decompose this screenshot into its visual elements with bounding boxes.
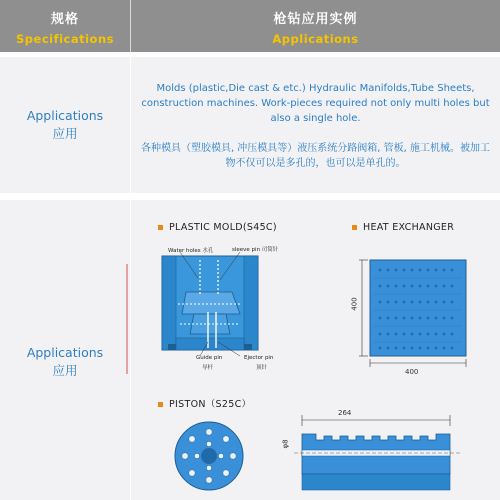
plastic-mold-title bbox=[158, 222, 277, 233]
piston-title-text: PISTON（S25C） bbox=[169, 399, 252, 410]
piston-face-drawing bbox=[170, 414, 248, 492]
header-right-en: Applications bbox=[272, 32, 359, 46]
ejector-pin-label: Ejector pin bbox=[244, 355, 274, 361]
heat-exchanger-drawing bbox=[356, 256, 472, 368]
applications-description-en: Molds (plastic,Die cast & etc.) Hydraulic Manifolds,Tube Sheets, construction machines. Work-pieces required not only multi holes but also a single hole. bbox=[141, 83, 490, 124]
heat-exchanger-width-dim: 400 bbox=[405, 368, 419, 376]
bullet-icon bbox=[158, 402, 163, 407]
row-divider bbox=[130, 200, 131, 500]
header-specifications bbox=[0, 0, 130, 52]
piston-diameter-dim: φ8 bbox=[281, 439, 290, 449]
applications-description-cn: 各种模具（塑胶模具, 冲压模具等）液压系统分路阀箱, 管板, 施工机械。被加工物不仅可以是多孔的，也可以是单孔的。 bbox=[140, 143, 491, 169]
row-label-en: Applications bbox=[26, 345, 104, 360]
row-content bbox=[131, 57, 500, 193]
heat-exchanger-title-text: HEAT EXCHANGER bbox=[363, 222, 455, 233]
row-label-cn: 应用 bbox=[52, 363, 78, 378]
piston-section-drawing bbox=[294, 412, 460, 498]
bullet-icon bbox=[352, 225, 357, 230]
header-left-cn: 规格 bbox=[50, 12, 79, 27]
guide-pin-label: Guide pin bbox=[196, 355, 223, 361]
row-label-en: Applications bbox=[26, 108, 104, 123]
row-label bbox=[0, 344, 130, 380]
piston-title bbox=[158, 396, 251, 410]
row-label bbox=[0, 107, 130, 143]
water-holes-label: Water holes 水孔 bbox=[168, 248, 214, 254]
heat-exchanger-height-dim: 400 bbox=[350, 297, 359, 311]
bullet-icon bbox=[158, 225, 163, 230]
header-applications bbox=[131, 0, 500, 52]
plastic-mold-drawing bbox=[160, 252, 260, 360]
heat-exchanger-title bbox=[352, 222, 454, 233]
applications-text-row bbox=[0, 57, 500, 193]
plastic-mold-title-text: PLASTIC MOLD(S45C) bbox=[169, 222, 277, 233]
table-header bbox=[0, 0, 500, 52]
edge-marker bbox=[126, 264, 128, 374]
piston-length-dim: 264 bbox=[338, 409, 352, 417]
row-label-cn: 应用 bbox=[52, 126, 78, 141]
sleeve-pin-label: sleeve pin 司筒针 bbox=[232, 247, 279, 253]
guide-pin-label-cn: 导杆 bbox=[202, 365, 214, 371]
header-left-en: Specifications bbox=[16, 32, 114, 46]
header-right-cn: 枪钻应用实例 bbox=[273, 12, 358, 27]
ejector-pin-label-cn: 顶针 bbox=[256, 365, 268, 371]
